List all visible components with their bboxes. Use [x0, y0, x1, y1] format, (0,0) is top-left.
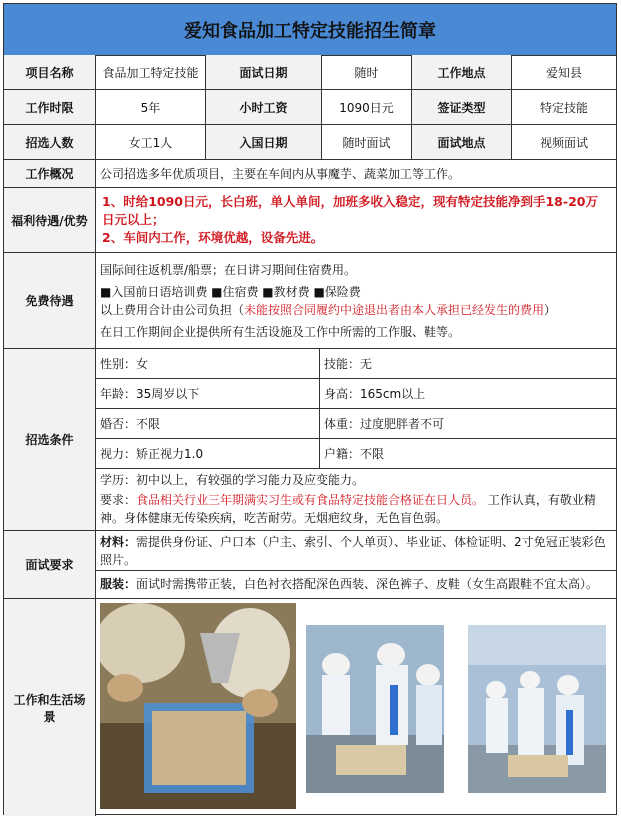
condition-age: 年龄：35周岁以下 — [96, 379, 320, 408]
benefits-row — [4, 188, 616, 253]
condition-household: 户籍：不限 — [324, 446, 385, 461]
dress-value: 面试时需携带正装，白色衬衣搭配深色西装、深色裤子、皮鞋（女生高跟鞋不宜太高）。 — [136, 577, 599, 591]
free-line-3-normal: 以上费用合计由公司负担（ — [100, 302, 245, 317]
overview-row — [4, 160, 616, 188]
free-row — [4, 253, 616, 349]
free-line-2: ■入国前日语培训费 ■住宿费 ■教材费 ■保险费 — [100, 284, 361, 299]
label-work-location: 工作地点 — [412, 55, 512, 89]
condition-pair — [96, 349, 616, 379]
label-interview-date: 面试日期 — [206, 55, 322, 89]
condition-weight: 体重：过度肥胖者不可 — [324, 416, 445, 431]
benefit-line-1: 1、时给1090日元，长白班，单人单间，加班多收入稳定，现有特定技能净到手18-20万日元以上； — [102, 194, 598, 227]
req-prefix: 要求： — [100, 493, 137, 507]
condition-gender: 性别：女 — [96, 349, 320, 378]
value-interview-place: 视频面试 — [539, 135, 588, 150]
overview-text: 公司招选多年优质项目，主要在车间内从事魔芋、蔬菜加工等工作。 — [100, 166, 461, 181]
info-row — [4, 90, 616, 125]
condition-height: 身高：165cm以上 — [324, 386, 426, 401]
page-title: 爱知食品加工特定技能招生简章 — [4, 4, 616, 56]
interview-dress — [100, 575, 612, 593]
free-line-3-red: 未能按照合同履约中途退出者由本人承担已经发生的费用 — [244, 302, 545, 317]
label-conditions: 招选条件 — [4, 349, 96, 530]
req-red: 食品相关行业三年期满实习生或有食品特定技能合格证在日人员。 — [136, 493, 485, 507]
label-benefits: 福利待遇/优势 — [4, 188, 96, 252]
label-interview: 面试要求 — [4, 531, 96, 598]
free-line-3-end: ） — [544, 302, 557, 317]
photo-workshop-2 — [468, 625, 606, 793]
label-headcount: 招选人数 — [4, 125, 96, 159]
condition-pair — [96, 379, 616, 409]
label-interview-place: 面试地点 — [412, 125, 512, 159]
dress-label: 服装： — [100, 577, 137, 591]
photo-food-prep — [100, 603, 296, 809]
label-hourly-wage: 小时工资 — [206, 90, 322, 124]
info-row — [4, 55, 616, 90]
condition-extra — [100, 471, 610, 527]
value-work-term: 5年 — [96, 90, 206, 124]
value-interview-date: 随时 — [322, 55, 412, 89]
condition-skill: 技能：无 — [324, 356, 373, 371]
req-rest: 工作认真，有敬业精神。身体健康无传染疾病，吃苦耐劳。无烟疤纹身，无色盲色弱。 — [100, 493, 596, 525]
label-work-term: 工作时限 — [4, 90, 96, 124]
benefit-line-2: 2、车间内工作，环境优越，设备先进。 — [102, 230, 324, 245]
interview-content — [96, 531, 616, 598]
materials-value: 需提供身份证、户口本（户主、索引、个人单页）、毕业证、体检证明、2寸免冠正装彩色照片。 — [100, 535, 606, 567]
label-project: 项目名称 — [4, 55, 96, 89]
label-entry-date: 入国日期 — [206, 125, 322, 159]
condition-pair — [96, 439, 616, 469]
free-content — [96, 253, 616, 348]
condition-requirements — [100, 491, 610, 527]
value-project: 食品加工特定技能 — [96, 55, 206, 89]
conditions-row — [4, 349, 616, 531]
free-line-4: 在日工作期间企业提供所有生活设施及工作中所需的工作服、鞋等。 — [100, 324, 461, 339]
free-line-1: 国际间往返机票/船票；在日讲习期间住宿费用。 — [100, 262, 357, 277]
benefits-content — [96, 188, 616, 252]
conditions-content — [96, 349, 616, 530]
photo-workshop-1 — [306, 625, 444, 793]
value-entry-date: 随时面试 — [322, 125, 412, 159]
materials-text — [100, 533, 612, 569]
recruitment-sheet — [3, 3, 617, 815]
value-hourly-wage: 1090日元 — [322, 90, 412, 124]
materials-label: 材料： — [100, 535, 137, 549]
info-row — [4, 125, 616, 160]
interview-row — [4, 531, 616, 599]
dress-text — [100, 575, 612, 593]
scenes-photos — [96, 599, 616, 816]
value-visa-type: 特定技能 — [539, 100, 588, 115]
condition-vision: 视力：矫正视力1.0 — [96, 439, 320, 468]
interview-materials — [96, 531, 616, 571]
value-headcount: 女工1人 — [96, 125, 206, 159]
value-work-location: 爱知县 — [545, 65, 582, 80]
condition-education: 学历：初中以上，有较强的学习能力及应变能力。 — [100, 473, 365, 487]
label-free: 免费待遇 — [4, 253, 96, 348]
free-line-3 — [100, 301, 556, 319]
scenes-row — [4, 599, 616, 816]
condition-marriage: 婚否：不限 — [96, 409, 320, 438]
condition-pair — [96, 409, 616, 439]
label-visa-type: 签证类型 — [412, 90, 512, 124]
label-overview: 工作概况 — [4, 160, 96, 187]
label-scenes: 工作和生活场景 — [4, 599, 96, 816]
